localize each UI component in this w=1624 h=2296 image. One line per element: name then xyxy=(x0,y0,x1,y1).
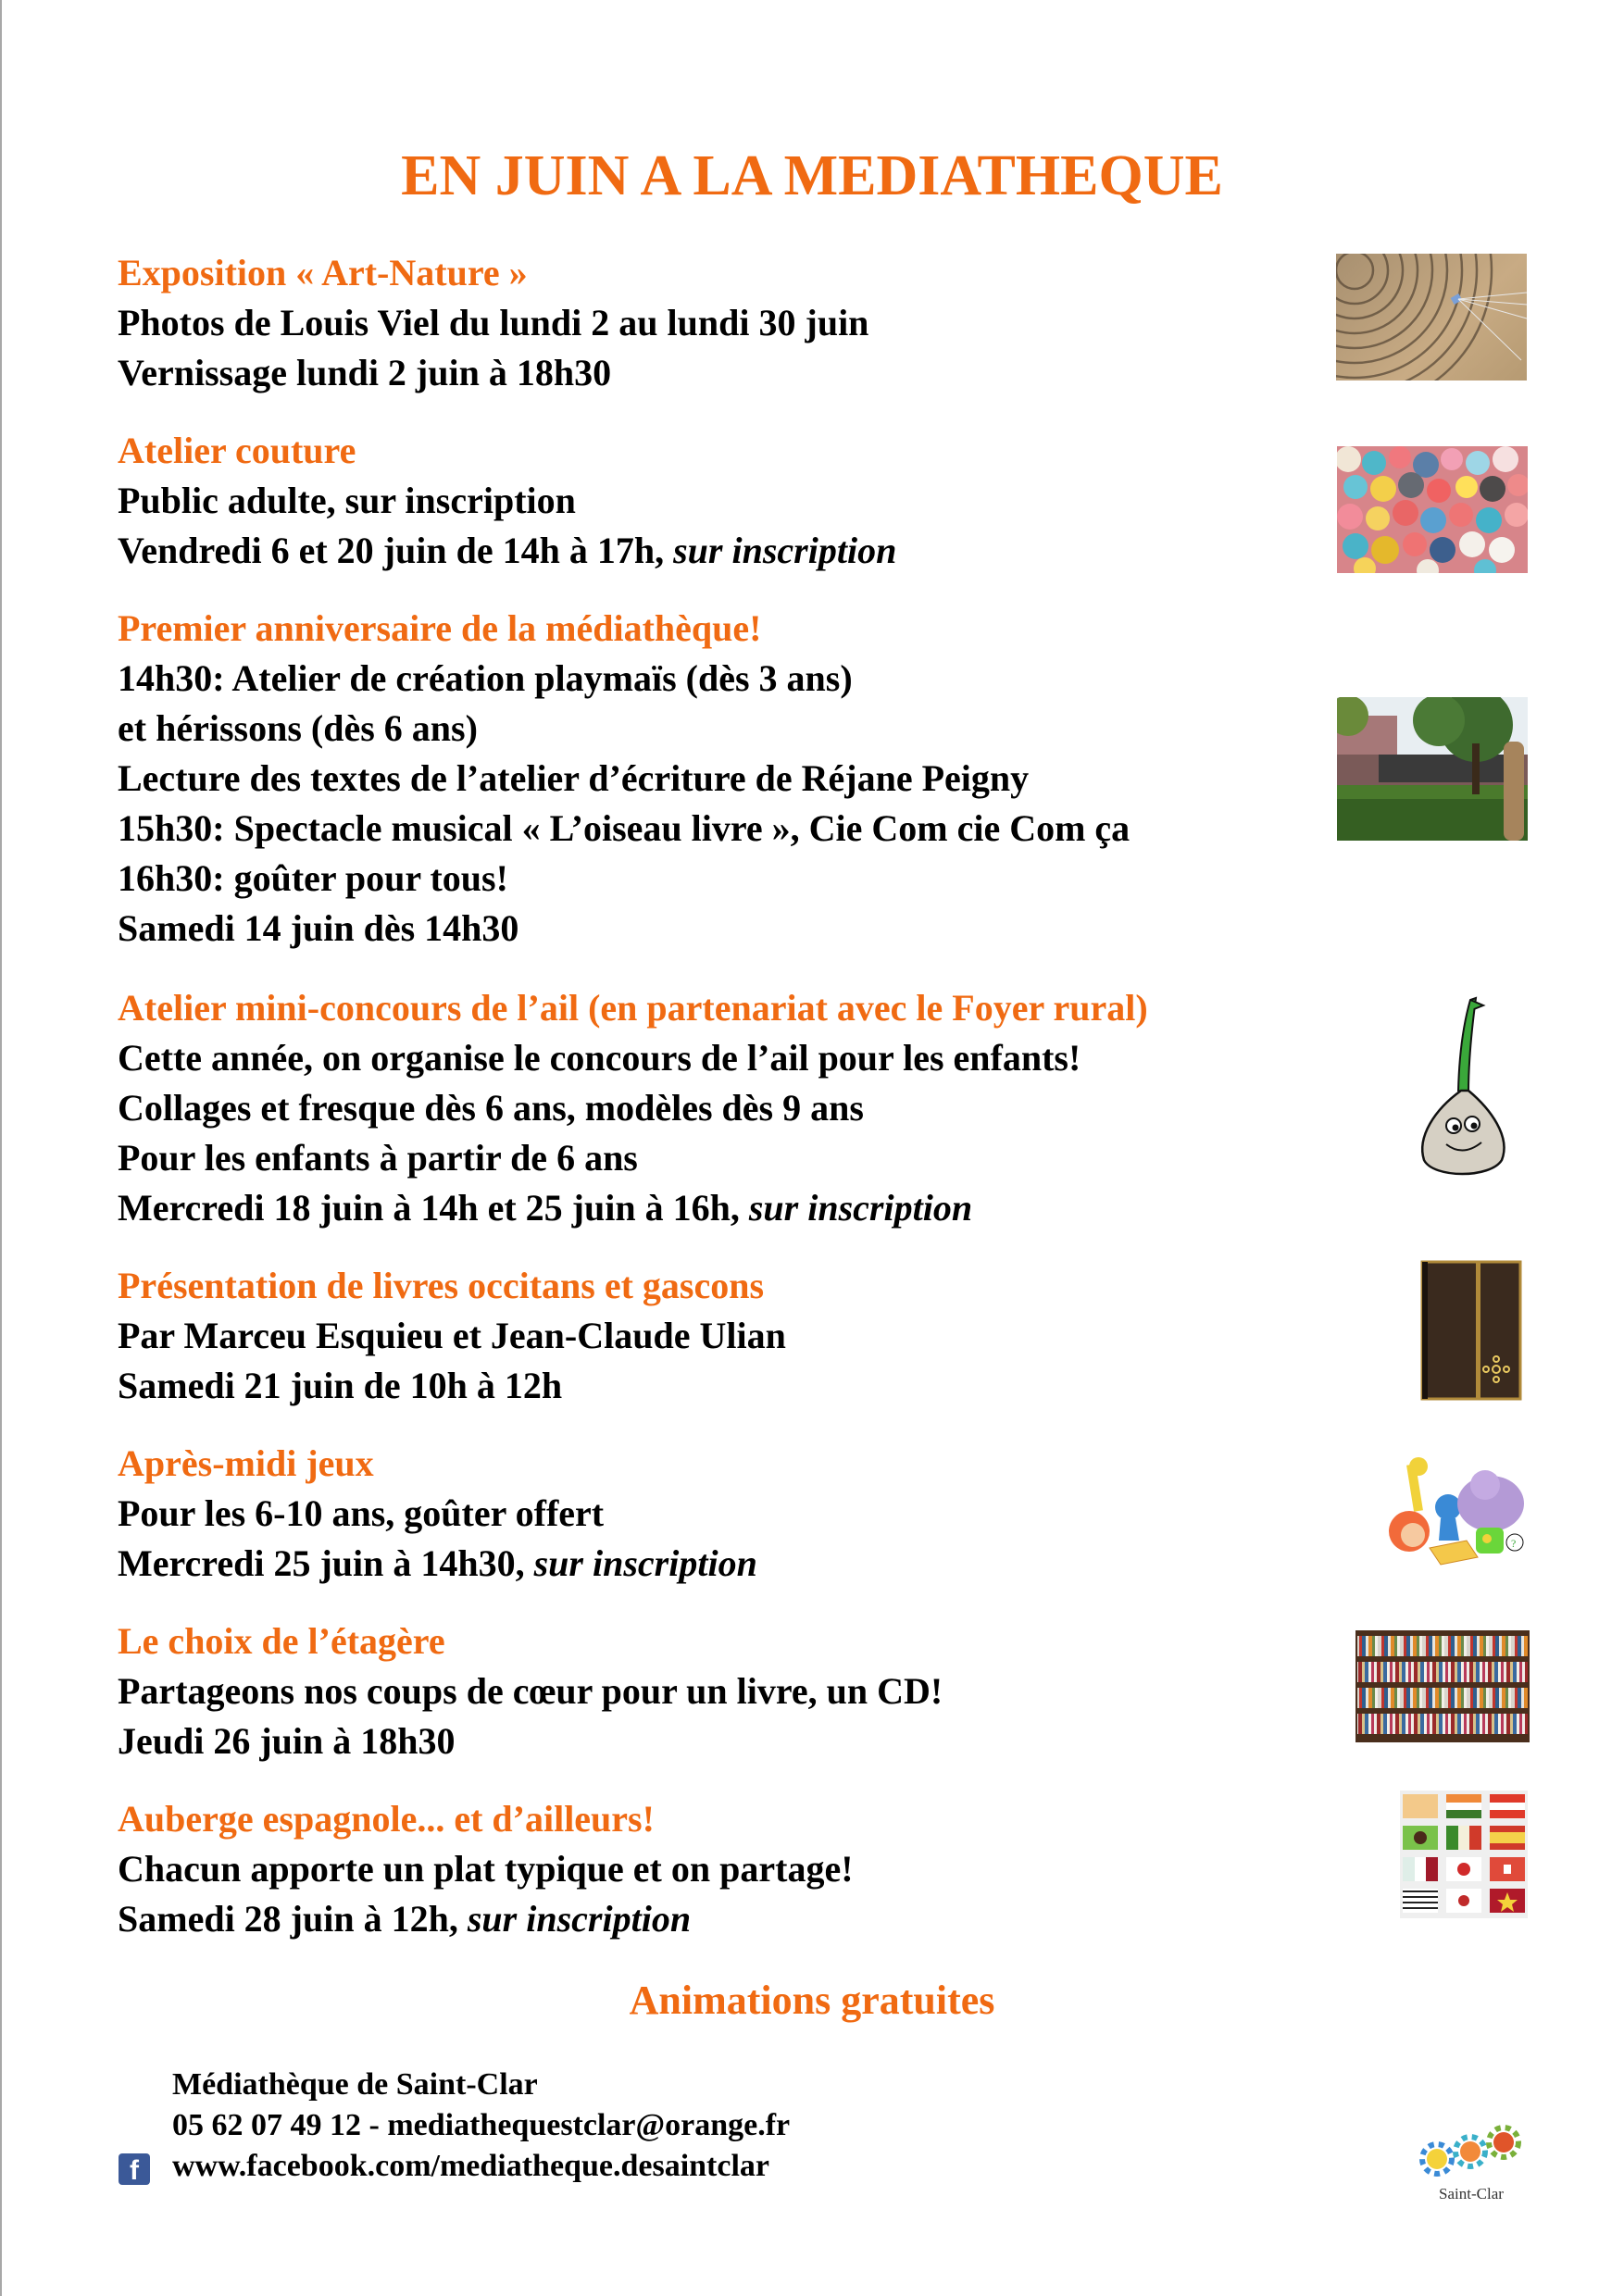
event-line: Samedi 14 juin dès 14h30 xyxy=(118,907,519,949)
event-line: Samedi 21 juin de 10h à 12h xyxy=(118,1365,563,1406)
event-date: Mercredi 18 juin à 14h et 25 juin à 16h, xyxy=(118,1187,749,1229)
event-exposition xyxy=(118,248,1340,398)
event-heading: Atelier couture xyxy=(118,430,356,471)
event-line: Photos de Louis Viel du lundi 2 au lundi 30 juin xyxy=(118,302,869,343)
event-line: Pour les enfants à partir de 6 ans xyxy=(118,1137,638,1179)
event-line: Pour les 6-10 ans, goûter offert xyxy=(118,1492,605,1534)
registration-note: sur inscription xyxy=(748,1187,973,1229)
registration-note: sur inscription xyxy=(467,1898,692,1940)
event-line: Public adulte, sur inscription xyxy=(118,480,576,521)
event-heading: Premier anniversaire de la médiathèque! xyxy=(118,607,762,649)
event-line: Jeudi 26 juin à 18h30 xyxy=(118,1720,456,1762)
mediatheque-garden-image xyxy=(1337,697,1528,841)
svg-text:?: ? xyxy=(1511,1537,1517,1550)
event-auberge-espagnole xyxy=(118,1794,1340,1944)
garlic-image xyxy=(1407,989,1518,1183)
board-game-image xyxy=(1374,1446,1531,1571)
event-line xyxy=(118,1894,1340,1944)
event-heading: Présentation de livres occitans et gascons xyxy=(118,1265,765,1306)
event-choix-etagere xyxy=(118,1616,1340,1766)
event-line xyxy=(118,526,1340,576)
sand-art-image xyxy=(1336,254,1527,381)
library-name: Médiathèque de Saint-Clar xyxy=(172,2067,538,2102)
event-concours-ail xyxy=(118,983,1340,1233)
registration-note: sur inscription xyxy=(533,1542,757,1584)
registration-note: sur inscription xyxy=(673,530,897,571)
event-apres-midi-jeux xyxy=(118,1439,1340,1589)
buttons-image xyxy=(1337,446,1528,573)
event-line: Partageons nos coups de cœur pour un livre, un CD! xyxy=(118,1670,943,1712)
event-line: Collages et fresque dès 6 ans, modèles dès 9 ans xyxy=(118,1087,864,1129)
event-line: Vernissage lundi 2 juin à 18h30 xyxy=(118,352,612,393)
contact-footer xyxy=(172,2065,790,2187)
bookshelf-image xyxy=(1355,1630,1530,1742)
event-heading: Le choix de l’étagère xyxy=(118,1620,445,1662)
page-edge xyxy=(0,0,2,2296)
event-line: Chacun apporte un plat typique et on partage! xyxy=(118,1848,854,1890)
event-atelier-couture xyxy=(118,426,1340,576)
sun-flowers-icon xyxy=(1413,2118,1530,2183)
logo-label: Saint-Clar xyxy=(1439,2185,1504,2202)
event-date: Samedi 28 juin à 12h, xyxy=(118,1898,468,1940)
event-line: Lecture des textes de l’atelier d’écriture de Réjane Peigny xyxy=(118,757,1030,799)
event-line xyxy=(118,1539,1340,1589)
event-line: 14h30: Atelier de création playmaïs (dès 3 ans) xyxy=(118,657,853,699)
event-line xyxy=(118,1183,1340,1233)
event-anniversaire xyxy=(118,604,1340,954)
event-heading: Auberge espagnole... et d’ailleurs! xyxy=(118,1798,655,1840)
event-line: Cette année, on organise le concours de l’ail pour les enfants! xyxy=(118,1037,1081,1079)
event-line: et hérissons (dès 6 ans) xyxy=(118,707,478,749)
event-heading: Exposition « Art-Nature » xyxy=(118,252,528,293)
event-line: 15h30: Spectacle musical « L’oiseau livre », Cie Com cie Com ça xyxy=(118,807,1131,849)
free-events-note: Animations gratuites xyxy=(629,1978,995,2023)
contact-line[interactable]: 05 62 07 49 12 - mediathequestclar@orange.fr xyxy=(172,2108,791,2142)
event-date: Vendredi 6 et 20 juin de 14h à 17h, xyxy=(118,530,674,571)
facebook-link[interactable]: www.facebook.com/mediatheque.desaintclar xyxy=(172,2149,770,2183)
saint-clar-logo xyxy=(1413,2118,1530,2203)
event-heading: Atelier mini-concours de l’ail (en partenariat avec le Foyer rural) xyxy=(118,987,1148,1029)
facebook-icon: f xyxy=(119,2153,150,2185)
event-heading: Après-midi jeux xyxy=(118,1442,374,1484)
food-flags-image xyxy=(1400,1791,1528,1918)
event-line: Par Marceu Esquieu et Jean-Claude Ulian xyxy=(118,1315,786,1356)
event-line: 16h30: goûter pour tous! xyxy=(118,857,508,899)
event-date: Mercredi 25 juin à 14h30, xyxy=(118,1542,534,1584)
event-livres-occitans xyxy=(118,1261,1340,1411)
book-cover-image xyxy=(1420,1260,1522,1401)
page-title: EN JUIN A LA MEDIATHEQUE xyxy=(401,144,1223,207)
